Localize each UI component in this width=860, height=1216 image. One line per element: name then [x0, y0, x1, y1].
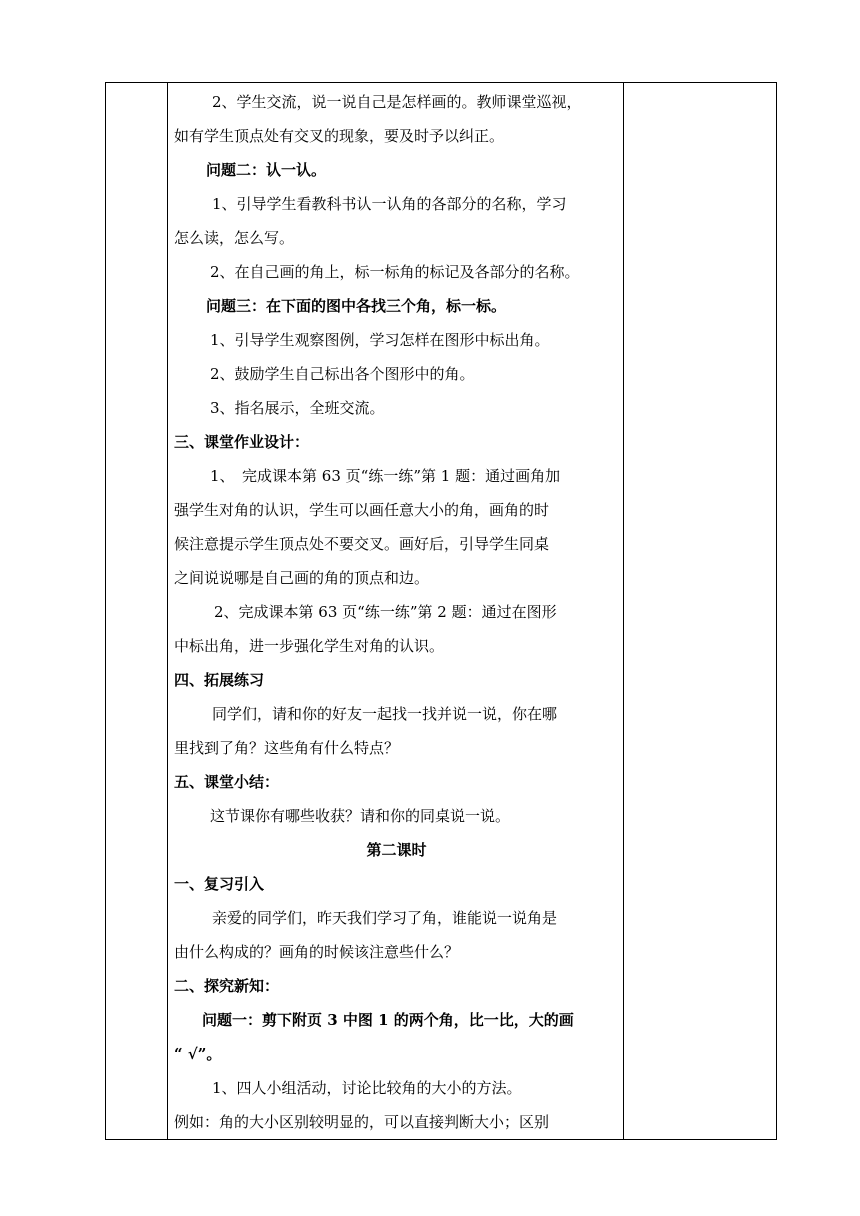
paragraph-line: 由什么构成的？画角的时候该注意些什么？ [174, 943, 460, 961]
paragraph-line: 1、 完成课本第 63 页“练一练”第 1 题：通过画角加 [210, 467, 561, 485]
left-column-cell [106, 83, 168, 1140]
paragraph-line: 怎么读，怎么写。 [174, 229, 295, 247]
lesson-title: 第二课时 [366, 841, 427, 859]
paragraph-line: 例如：角的大小区别较明显的，可以直接判断大小；区别 [174, 1113, 550, 1131]
paragraph-line: 1、四人小组活动，讨论比较角的大小的方法。 [212, 1079, 522, 1097]
question-heading: “ √”。 [174, 1045, 222, 1063]
paragraph-line: 强学生对角的认识，学生可以画任意大小的角，画角的时 [174, 501, 550, 519]
section-heading: 二、探究新知： [174, 977, 280, 995]
paragraph-line: 如有学生顶点处有交叉的现象，要及时予以纠正。 [174, 127, 505, 145]
paragraph-line: 1、引导学生看教科书认一认角的各部分的名称，学习 [212, 195, 567, 213]
paragraph-line: 3、指名展示，全班交流。 [210, 399, 385, 417]
right-column-cell [624, 83, 777, 1140]
main-content-cell [168, 83, 624, 1140]
paragraph-line: 中标出角，进一步强化学生对角的认识。 [174, 637, 445, 655]
lesson-content [168, 85, 623, 1139]
paragraph-line: 之间说说哪是自己画的角的顶点和边。 [174, 569, 430, 587]
question-heading: 问题二：认一认。 [206, 161, 327, 179]
lesson-plan-table [105, 82, 777, 1140]
section-heading: 五、课堂小结： [174, 773, 280, 791]
paragraph-line: 2、完成课本第 63 页“练一练”第 2 题：通过在图形 [214, 603, 557, 621]
question-heading: 问题三：在下面的图中各找三个角，标一标。 [206, 297, 507, 315]
paragraph-line: 亲爱的同学们，昨天我们学习了角，谁能说一说角是 [212, 909, 558, 927]
paragraph-line: 2、鼓励学生自己标出各个图形中的角。 [210, 365, 475, 383]
section-heading: 三、课堂作业设计： [174, 433, 310, 451]
paragraph-line: 里找到了角？这些角有什么特点？ [174, 739, 400, 757]
section-heading: 一、复习引入 [174, 875, 265, 893]
paragraph-line: 同学们，请和你的好友一起找一找并说一说，你在哪 [212, 705, 558, 723]
paragraph-line: 这节课你有哪些收获？请和你的同桌说一说。 [210, 807, 511, 825]
paragraph-line: 2、在自己画的角上，标一标角的标记及各部分的名称。 [210, 263, 580, 281]
section-heading: 四、拓展练习 [174, 671, 265, 689]
paragraph-line: 候注意提示学生顶点处不要交叉。画好后，引导学生同桌 [174, 535, 550, 553]
paragraph-line: 2、学生交流，说一说自己是怎样画的。教师课堂巡视， [212, 93, 582, 111]
question-heading: 问题一：剪下附页 3 中图 1 的两个角，比一比，大的画 [202, 1011, 574, 1029]
paragraph-line: 1、引导学生观察图例，学习怎样在图形中标出角。 [210, 331, 550, 349]
